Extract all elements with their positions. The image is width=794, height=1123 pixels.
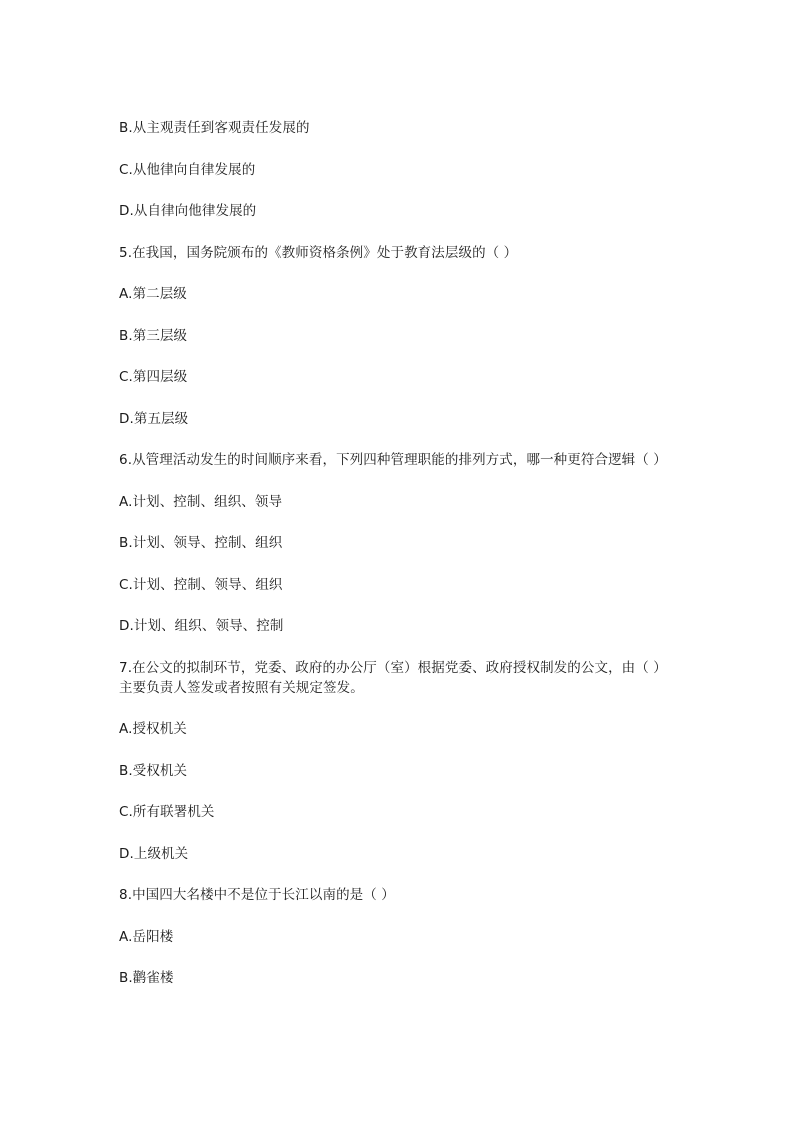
option-a-q7: A.授权机关 bbox=[119, 721, 187, 737]
option-d-q7: D.上级机关 bbox=[119, 845, 189, 862]
option-c-q7: C.所有联署机关 bbox=[119, 804, 215, 820]
option-b-q5: B.第三层级 bbox=[119, 327, 188, 344]
option-d-q4: D.从自律向他律发展的 bbox=[119, 203, 257, 219]
question-8: 8.中国四大名楼中不是位于长江以南的是（ ） bbox=[119, 887, 395, 903]
option-a-q6: A.计划、控制、组织、领导 bbox=[119, 493, 283, 510]
option-c-q4: C.从他律向自律发展的 bbox=[119, 161, 256, 178]
question-7: 7.在公文的拟制环节，党委、政府的办公厅（室）根据党委、政府授权制发的公文，由（ ）主要负责人签发或者按照有关规定签发。 bbox=[119, 659, 667, 696]
option-c-q5: C.第四层级 bbox=[119, 369, 188, 385]
option-d-q5: D.第五层级 bbox=[119, 410, 189, 427]
question-6: 6.从管理活动发生的时间顺序来看，下列四种管理职能的排列方式，哪一种更符合逻辑（ ） bbox=[119, 452, 667, 468]
option-a-q8: A.岳阳楼 bbox=[119, 928, 174, 945]
option-b-q4: B.从主观责任到客观责任发展的 bbox=[119, 120, 310, 136]
option-b-q7: B.受权机关 bbox=[119, 762, 188, 779]
option-a-q5: A.第二层级 bbox=[119, 286, 187, 302]
question-5: 5.在我国，国务院颁布的《教师资格条例》处于教育法层级的（ ） bbox=[119, 244, 518, 261]
option-d-q6: D.计划、组织、领导、控制 bbox=[119, 618, 284, 634]
page-content bbox=[119, 118, 667, 1010]
option-c-q6: C.计划、控制、领导、组织 bbox=[119, 576, 283, 593]
option-b-q6: B.计划、领导、控制、组织 bbox=[119, 535, 283, 551]
option-b-q8: B.鹳雀楼 bbox=[119, 970, 174, 986]
